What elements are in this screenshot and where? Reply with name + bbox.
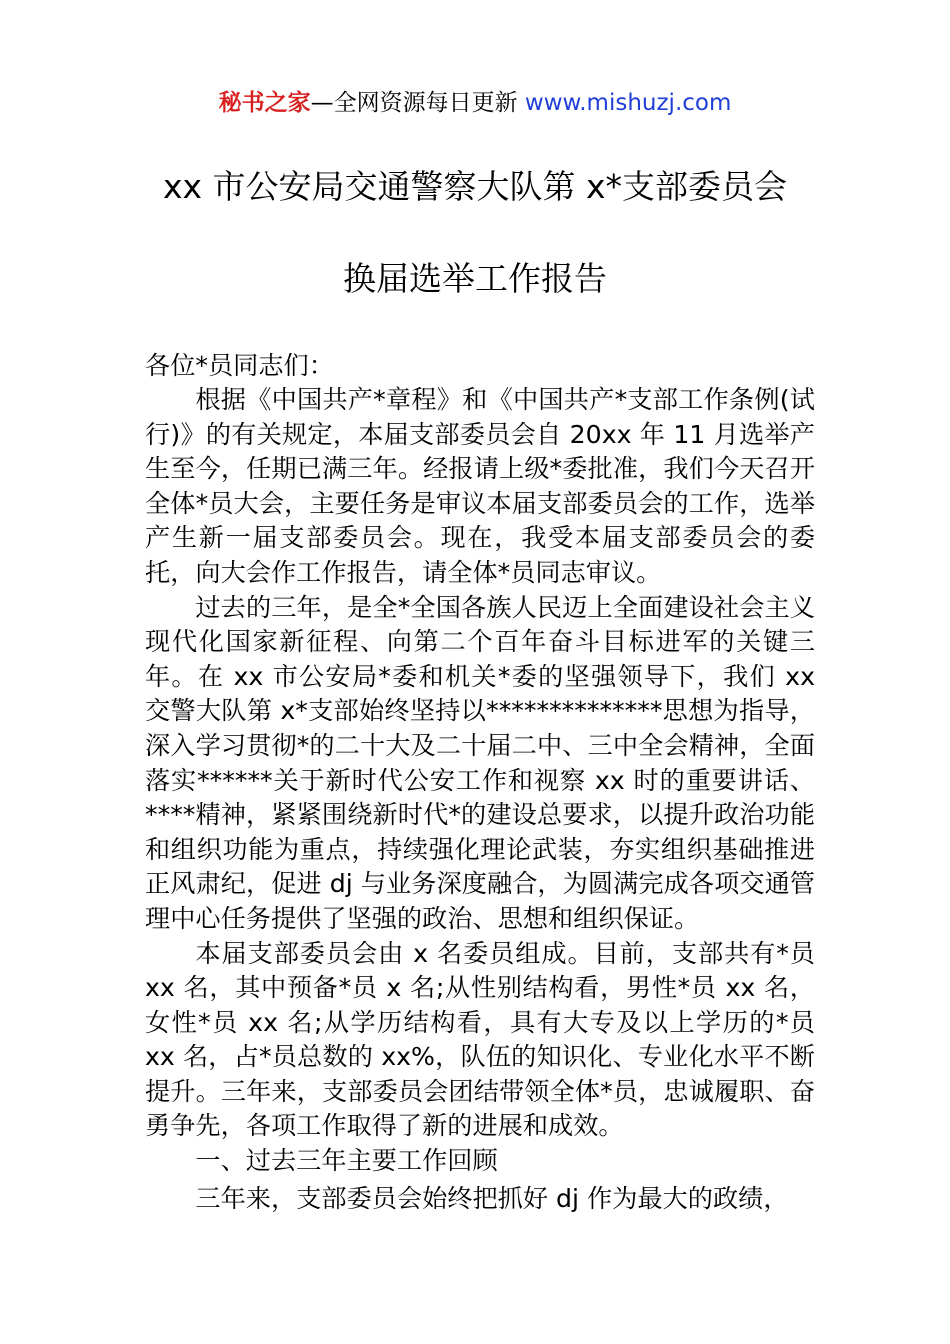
site-url-link[interactable]: www.mishuzj.com (524, 90, 732, 116)
document-title-line-1: xx 市公安局交通警察大队第 x*支部委员会 (162, 167, 788, 206)
paragraph-committee-composition: 本届支部委员会由 x 名委员组成。目前，支部共有*员 xx 名，其中预备*员 x 名;从性别结构看，男性*员 xx 名，女性*员 xx 名;从学历结构看，具有大专及以上学历的*员 xx 名，占*员总数的 xx%，队伍的知识化、专业化水平不断提升。三年来，支部委员会团结带领全体*员，忠诚履职、奋勇争先，各项工作取得了新的进展和成效。 (145, 938, 815, 1141)
salutation: 各位*员同志们： (145, 351, 334, 380)
paragraph-past-three-years: 过去的三年，是全*全国各族人民迈上全面建设社会主义现代化国家新征程、向第二个百年奋斗目标进军的关键三年。在 xx 市公安局*委和机关*委的坚强领导下，我们 xx 交警大队第 x*支部始终坚持以**************思想为指导，深入学习贯彻*的二十大及二十届二中、三中全会精神，全面落实******关于新时代公安工作和视察 xx 时的重要讲话、****精神，紧紧围绕新时代*的建设总要求，以提升政治功能和组织功能为重点，持续强化理论武装，夯实组织基础推进正风肃纪，促进 dj 与业务深度融合，为圆满完成各项交通管理中心任务提供了坚强的政治、思想和组织保证。 (145, 592, 815, 933)
section-heading-review: 一、过去三年主要工作回顾 (195, 1146, 498, 1176)
document-title-line-2: 换届选举工作报告 (343, 259, 607, 298)
report-body (145, 383, 815, 1179)
brand-name[interactable]: 秘书之家 (218, 90, 311, 116)
header-tagline: —全网资源每日更新 (310, 90, 518, 116)
paragraph-work-review-start: 三年来，支部委员会始终把抓好 dj 作为最大的政绩， (195, 1184, 789, 1213)
paragraph-intro: 根据《中国共产*章程》和《中国共产*支部工作条例(试行)》的有关规定，本届支部委员会自 20xx 年 11 月选举产生至今，任期已满三年。经报请上级*委批准，我们今天召开全体*员大会，主要任务是审议本届支部委员会的工作，选举产生新一届支部委员会。现在，我受本届支部委员会的委托，向大会作工作报告，请全体*员同志审议。 (145, 385, 815, 587)
site-header (0, 86, 950, 120)
